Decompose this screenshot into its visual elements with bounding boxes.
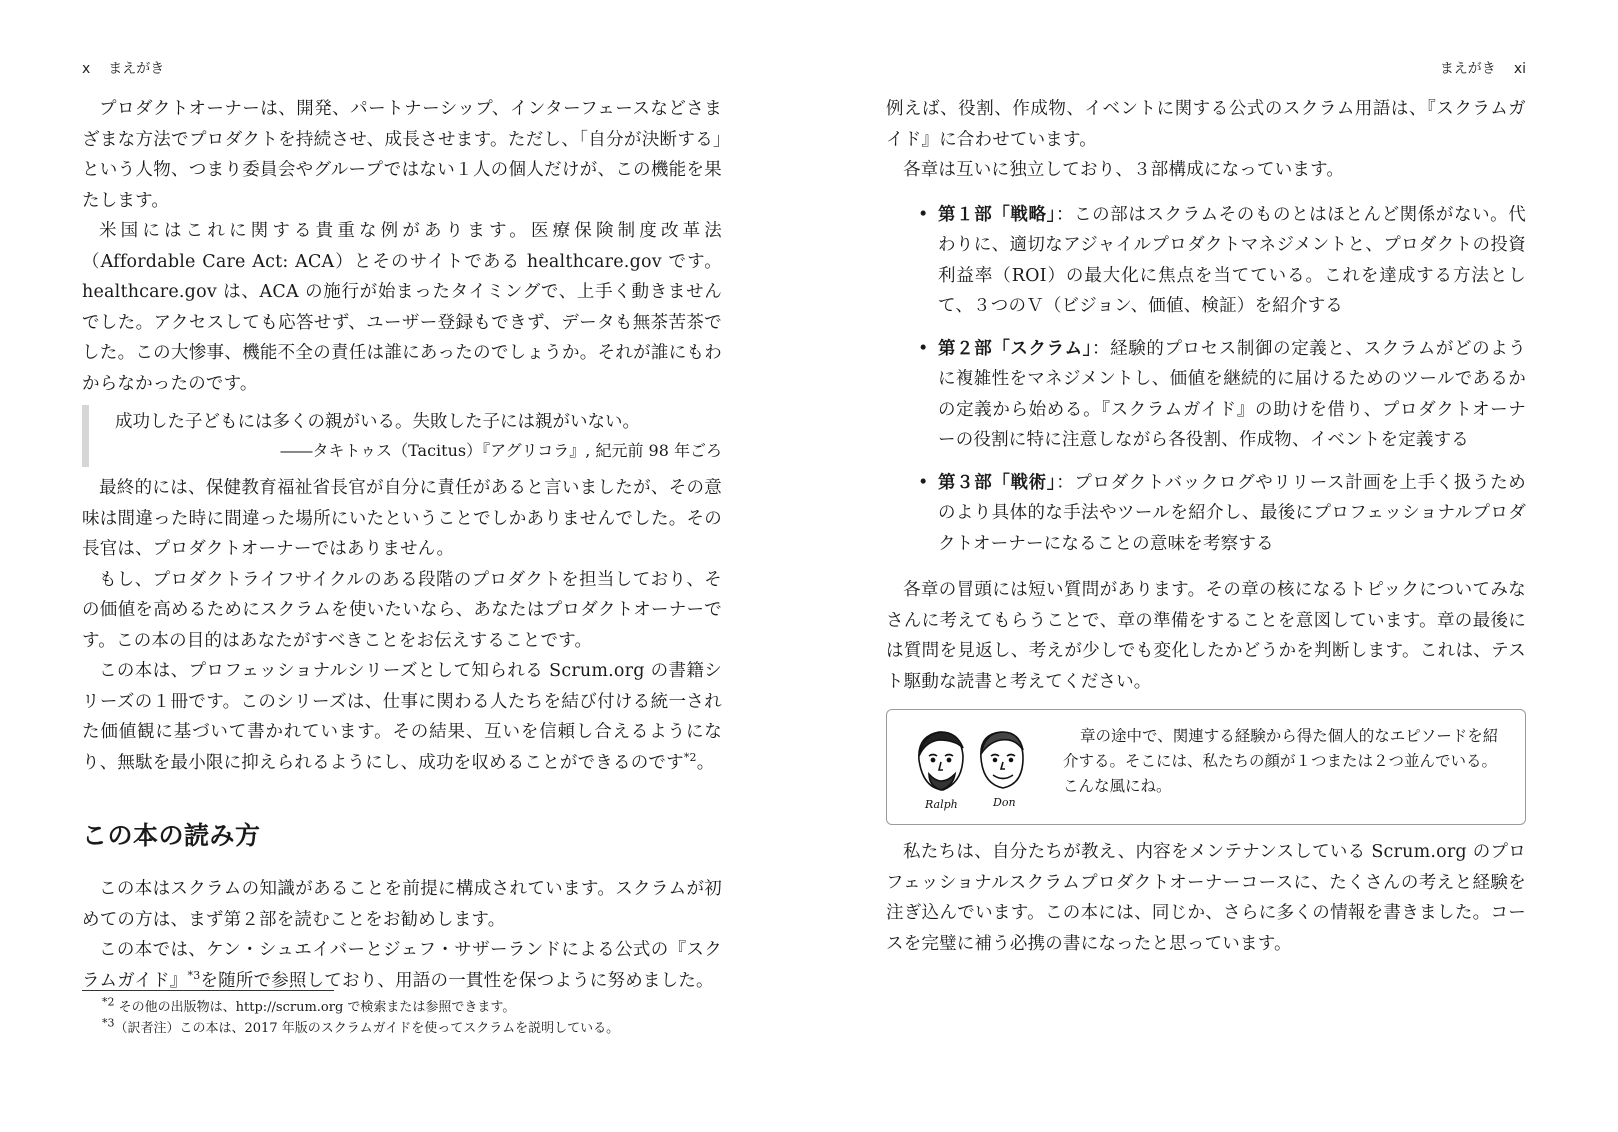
paragraph-scrum-org-series [82,656,722,778]
footnote-3 [82,1018,722,1039]
bullet-icon: • [918,204,929,225]
footnote-ref-2[interactable]: *2 [683,750,697,764]
paragraph-course: 私たちは、自分たちが教え、内容をメンテナンスしている Scrum.org のプロフェッショナルスクラムプロダクトオーナーコースに、たくさんの考えと経験を注ぎ込んでいます。この本には、同じか、さらに多くの情報を書きました。コースを完璧に補う必携の書になったと思っています。 [886,842,1526,954]
signature-ralph: Ralph [925,798,958,811]
left-body-text [82,94,722,996]
right-page [886,0,1526,1132]
footnote-rule [82,990,334,991]
footnote-mark-3: *3 [102,1016,115,1030]
author-callout-box [886,709,1526,825]
running-title-left: まえがき [108,61,165,77]
page-number-right: xi [1513,61,1526,77]
list-item-part-3 [918,468,1526,560]
bullet-icon: • [918,338,929,359]
paragraph-prerequisite: この本はスクラムの知識があることを前提に構成されています。スクラムが初めての方は、まず第２部を読むことをお勧めします。 [82,879,722,930]
footnote-ref-3[interactable]: *3 [187,968,201,982]
footnote-2 [82,997,722,1018]
paragraph-structure-intro: 各章は互いに独立しており、３部構成になっています。 [903,160,1345,180]
paragraph-terminology: 例えば、役割、作成物、イベントに関する公式のスクラム用語は、『スクラムガイド』に合わせています。 [886,99,1526,150]
right-body-text [886,94,1526,959]
don-face-icon [981,732,1023,788]
paragraph-aca-example: 米国にはこれに関する貴重な例があります。医療保険制度改革法（Affordable Care Act: ACA）とそのサイトである healthcare.gov です。healthcare.gov は、ACA の施行が始まったタイミングで、上手く動きませんでした。アクセスしても応答せず、ユーザー登録もできず、データも無茶苦茶でした。この大惨事、機能不全の責任は誰にあったのでしょうか。それが誰にもわからなかったのです。 [82,221,722,394]
running-title-right: まえがき [1439,61,1496,77]
footnote-text-3: （訳者注）この本は、2017 年版のスクラムガイドを使ってスクラムを説明している。 [114,1021,620,1036]
callout-text: 章の途中で、関連する経験から得た個人的なエピソードを紹介する。そこには、私たちの顔が１つまたは２つ並んでいる。こんな風にね。 [1063,727,1499,795]
part-1-title: 第１部「戦略」 [938,204,1056,225]
running-head-right [886,58,1526,78]
epigraph [82,405,722,467]
scrum-series-end: 。 [696,752,715,773]
footnotes [82,990,722,1039]
section-heading-how-to-read: この本の読み方 [82,821,261,850]
left-page [82,0,722,1132]
scrum-guide-text-before: この本では、ケン・シュエイバーとジェフ・サザーランドによる公式の『スクラムガイド』 [82,940,722,991]
epigraph-quote: 成功した子どもには多くの親がいる。失敗した子には親がいない。 [115,412,640,432]
epigraph-attribution: ――タキトゥス（Tacitus）『アグリコラ』, 紀元前 98 年ごろ [280,441,722,460]
paragraph-chapter-questions: 各章の冒頭には短い質問があります。その章の核になるトピックについてみなさんに考えてもらうことで、章の準備をすることを意図しています。章の最後には質問を見返し、考えが少しでも変化したかどうかを判断します。これは、テスト駆動な読書と考えてください。 [886,580,1526,692]
ralph-face-icon [919,732,963,790]
part-1-text: ：この部はスクラムそのものとはほとんど関係がない。代わりに、適切なアジャイルプロダクトマネジメントと、プロダクトの投資利益率（ROI）の最大化に焦点を当てている。これを達成する方法として、３つのＶ（ビジョン、価値、検証）を紹介する [938,204,1526,316]
part-3-text: ：プロダクトバックログやリリース計画を上手く扱うためのより具体的な手法やツールを紹介し、最後にプロフェッショナルプロダクトオーナーになることの意味を考察する [938,472,1526,554]
paragraph-scrum-guide [82,935,722,996]
paragraph-purpose: もし、プロダクトライフサイクルのある段階のプロダクトを担当しており、その価値を高めるためにスクラムを使いたいなら、あなたはプロダクトオーナーです。この本の目的はあなたがすべきことをお伝えすることです。 [82,569,722,651]
page-number-left: x [82,61,91,77]
paragraph-secretary: 最終的には、保健教育福祉省長官が自分に責任があると言いましたが、その意味は間違った時に間違った場所にいたということでしかありませんでした。その長官は、プロダクトオーナーではありません。 [82,478,722,559]
footnote-text-2: その他の出版物は、http://scrum.org で検索または参照できます。 [114,1000,516,1015]
scrum-guide-text-after: を随所で参照しており、用語の一貫性を保つように努めました。 [200,970,714,991]
part-2-text: ：経験的プロセス制御の定義と、スクラムがどのように複雑性をマネジメントし、価値を継続的に届けるためのツールであるかの定義から始める。『スクラムガイド』の助けを借り、プロダクトオーナーの役割に特に注意しながら各役割、作成物、イベントを定義する [938,338,1526,450]
author-faces-illustration [909,722,1039,814]
part-2-title: 第２部「スクラム」 [938,338,1093,359]
list-item-part-1 [918,200,1526,322]
bullet-icon: • [918,472,929,493]
list-item-part-2 [918,334,1526,456]
signature-don: Don [993,796,1016,809]
part-3-title: 第３部「戦術」 [938,472,1057,493]
footnote-mark-2: *2 [102,995,115,1009]
parts-list [886,200,1526,560]
paragraph-product-owner: プロダクトオーナーは、開発、パートナーシップ、インターフェースなどさまざまな方法でプロダクトを持続させ、成長させます。ただし、「自分が決断する」という人物、つまり委員会やグループではない１人の個人だけが、この機能を果たします。 [82,99,722,211]
running-head-left [82,58,722,78]
scrum-series-text: この本は、プロフェッショナルシリーズとして知られる Scrum.org の書籍シリーズの１冊です。このシリーズは、仕事に関わる人たちを結び付ける統一された価値観に基づいて書かれています。その結果、互いを信頼し合えるようになり、無駄を最小限に抑えられるようにし、成功を収めることができるのです [82,661,722,773]
